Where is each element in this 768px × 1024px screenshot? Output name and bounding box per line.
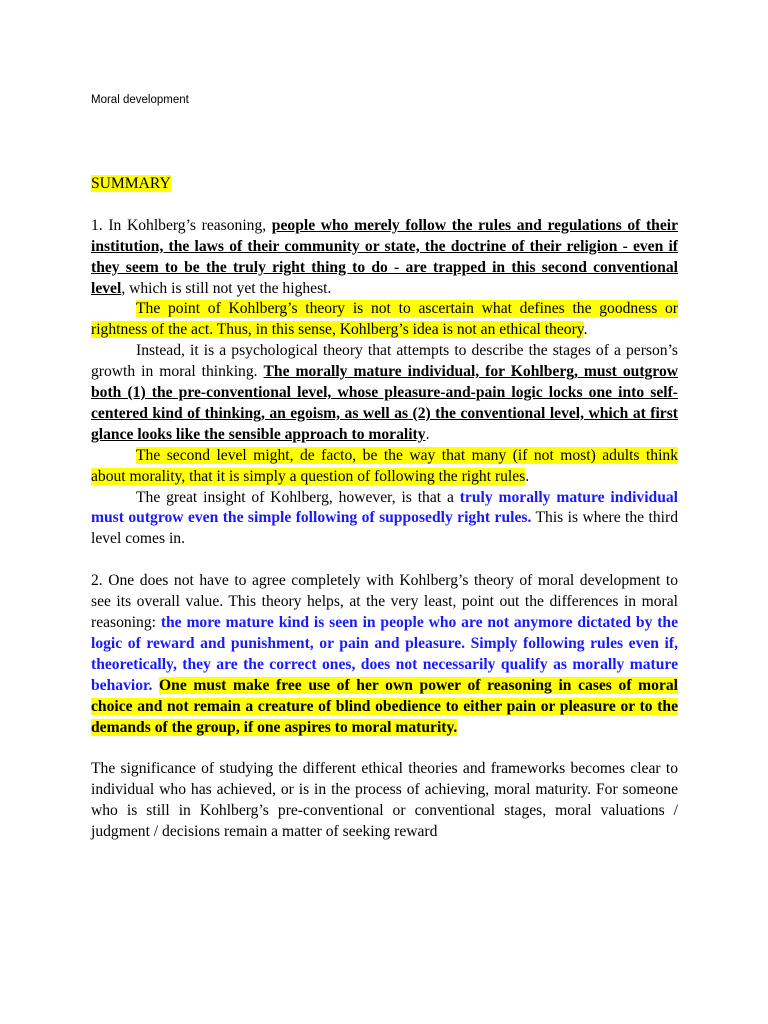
paragraph-1a xyxy=(91,299,678,341)
paragraph-1d-blue-emphasis: truly morally mature individual must outgrow even the simple following of supposedly right rules. xyxy=(91,488,679,527)
summary-heading xyxy=(91,174,678,195)
paragraph-1a-highlight: The point of Kohlberg’s theory is not to ascertain what defines the goodness or rightness of the act. Thus, in this sense, Kohlberg’s idea is not an ethical theory xyxy=(91,300,678,339)
paragraph-1c xyxy=(91,446,678,488)
paragraph-1d xyxy=(91,488,678,551)
paragraph-1-number: 1. xyxy=(91,216,103,234)
paragraph-1c-end: . xyxy=(525,467,530,485)
paragraph-1b-intro: Instead, it is a psychological theory that attempts to describe the stages of a person’s growth in moral thinking. xyxy=(91,342,678,381)
paragraph-2-intro: One does not have to agree completely with Kohlberg’s theory of moral development to see its overall value. This theory helps, at the very least, point out the differences in moral reasoning: xyxy=(91,572,678,631)
page-header-title: Moral development xyxy=(91,94,189,106)
paragraph-1d-intro: The great insight of Kohlberg, however, is that a xyxy=(136,488,460,506)
paragraph-1-emphasis: people who merely follow the rules and regulations of their institution, the laws of their community or state, the doctrine of their religion - even if they seem to be the truly right thing to do - are trapped in this second conventional level xyxy=(91,216,679,297)
paragraph-1b xyxy=(91,341,678,446)
paragraph-1c-highlight: The second level might, de facto, be the way that many (if not most) adults think about morality, that it is simply a question of following the right rules xyxy=(91,446,678,485)
summary-heading-text: SUMMARY xyxy=(91,175,171,192)
spacer xyxy=(91,550,678,571)
paragraph-2-highlight-emphasis: One must make free use of her own power of reasoning in cases of moral choice and not remain a creature of blind obedience to either pain or pleasure or to the demands of the group, if one aspires to moral maturity. xyxy=(91,676,678,736)
spacer xyxy=(91,195,678,216)
paragraph-1-end: , which is still not yet the highest. xyxy=(121,279,332,297)
document-body xyxy=(91,174,678,843)
paragraph-2-blue-emphasis: the more mature kind is seen in people who are not anymore dictated by the logic of reward and punishment, or pain and pleasure. Simply following rules even if, theoretically, they are the correct ones, does not necessarily qualify as morally mature behavior. xyxy=(91,614,679,694)
paragraph-1 xyxy=(91,216,678,300)
spacer xyxy=(91,738,678,759)
paragraph-1a-end: . xyxy=(583,321,588,339)
paragraph-1b-end: . xyxy=(425,425,430,443)
paragraph-2 xyxy=(91,571,678,738)
paragraph-1b-emphasis: The morally mature individual, for Kohlberg, must outgrow both (1) the pre-conventional level, whose pleasure-and-pain logic locks one into self-centered kind of thinking, an egoism, as well as (2) the conventional level, which at first glance looks like the sensible approach to morality xyxy=(91,363,679,443)
paragraph-1d-end: This is where the third level comes in. xyxy=(91,509,678,548)
paragraph-3: The significance of studying the different ethical theories and frameworks becomes clear to individual who has achieved, or is in the process of achieving, moral maturity. For someone who is still in Kohlberg’s pre-conventional or conventional stages, moral valuations / judgment / decisions remain a matter of seeking reward xyxy=(91,760,678,841)
paragraph-1-intro: In Kohlberg’s reasoning, xyxy=(102,216,272,234)
paragraph-2-number: 2. xyxy=(91,572,103,590)
